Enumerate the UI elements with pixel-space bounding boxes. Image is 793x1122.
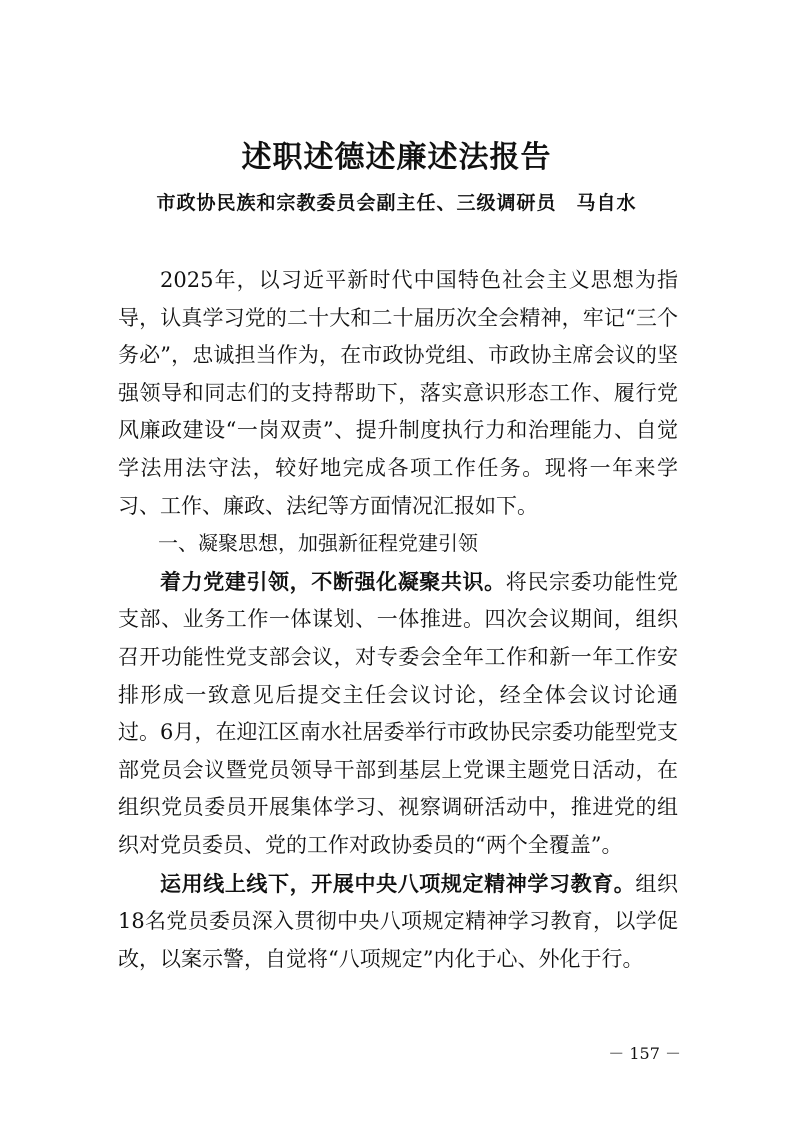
section-heading-1: 一、凝聚思想，加强新征程党建引领 [158, 531, 478, 556]
page-title: 述职述德述廉述法报告 [241, 140, 552, 175]
page-number: － 157 － [608, 1044, 681, 1063]
paragraph-text-party-leadership: 将民宗委功能性党支部、业务工作一体谋划、一体推进。四次会议期间，组织召开功能性党支部会议，对专委会全年工作和新一年工作安排形成一致意见后提交主任会议讨论，经全体会议讨论通过。6月，在迎江区南水社居委举行市政协民宗委功能型党支部党员会议暨党员领导干部到基层上党课主题党日活动，在组织党员委员开展集体学习、视察调研活动中，推进党的组织对党员委员、党的工作对政协委员的“两个全覆盖”。 [118, 569, 679, 857]
intro-paragraph: 2025年，以习近平新时代中国特色社会主义思想为指导，认真学习党的二十大和二十届历次全会精神，牢记“三个务必”，忠诚担当作为，在市政协党组、市政协主席会议的坚强领导和同志们的支持帮助下，落实意识形态工作、履行党风廉政建设“一岗双责”、提升制度执行力和治理能力、自觉学法用法守法，较好地完成各项工作任务。现将一年来学习、工作、廉政、法纪等方面情况汇报如下。 [118, 268, 678, 518]
report-body [118, 262, 678, 978]
paragraph-party-leadership [118, 563, 678, 865]
paragraph-eight-rules [118, 865, 678, 979]
paragraph-text-eight-rules: 组织18名党员委员深入贯彻中央八项规定精神学习教育，以学促改，以案示警，自觉将“八项规定”内化于心、外化于行。 [118, 871, 678, 971]
author-line: 市政协民族和宗教委员会副主任、三级调研员 马自水 [156, 192, 637, 214]
paragraph-lead-party-leadership: 着力党建引领，不断强化凝聚共识。 [160, 568, 506, 594]
paragraph-lead-eight-rules: 运用线上线下，开展中央八项规定精神学习教育。 [160, 870, 636, 896]
